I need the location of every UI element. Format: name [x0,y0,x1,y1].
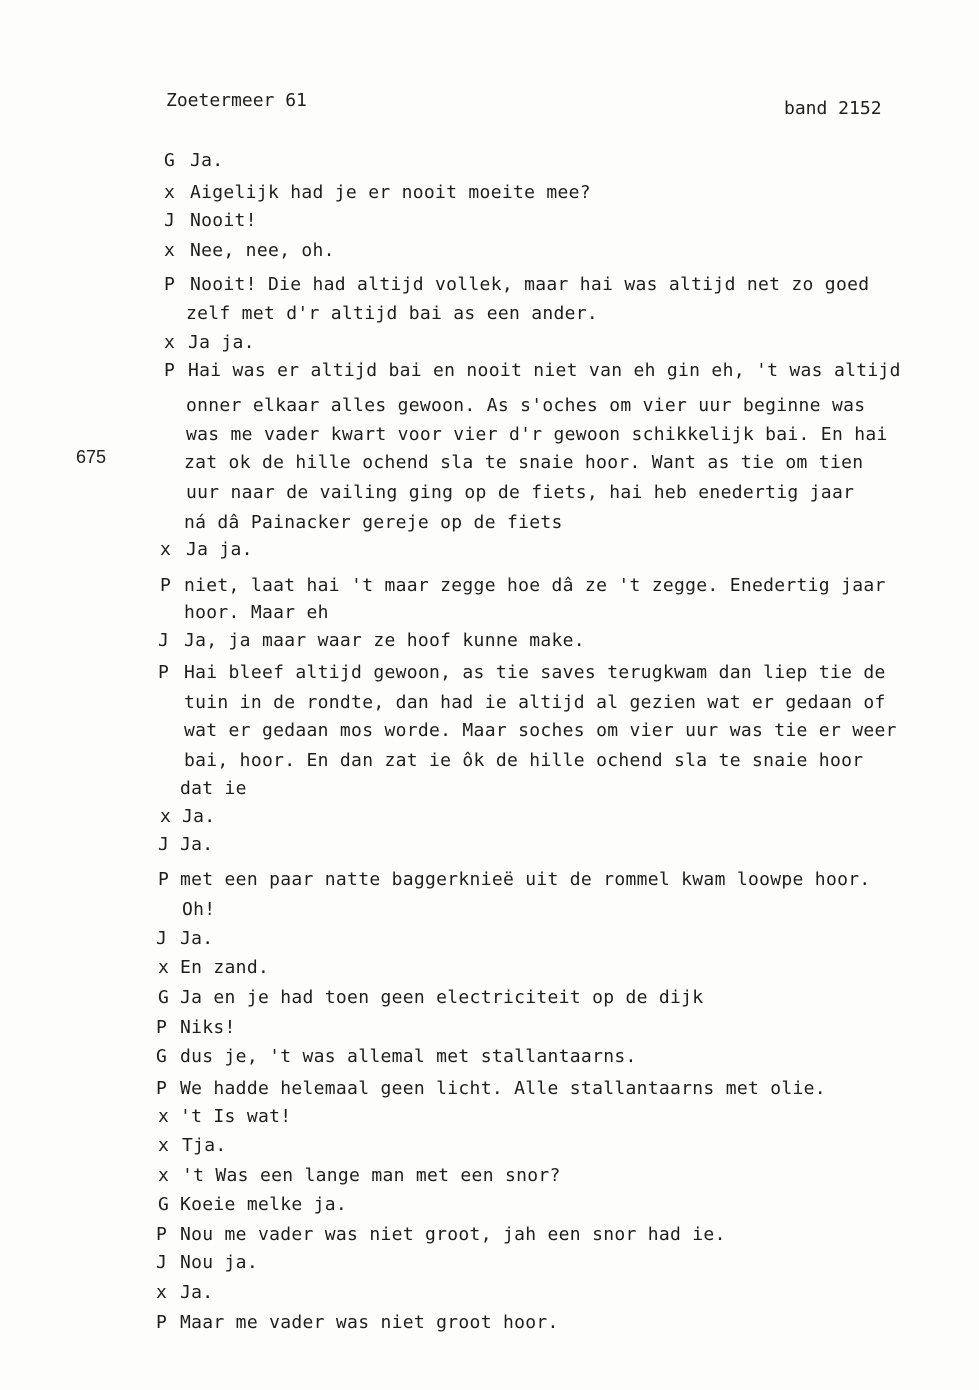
speaker-code: P [160,575,172,596]
speaker-code: G [158,987,170,1008]
transcript-line: Nou ja. [180,1252,258,1273]
transcript-line: niet, laat hai 't maar zegge hoe dâ ze 't zegge. Enedertig jaar [184,575,886,596]
transcript-line: Nee, nee, oh. [190,240,335,261]
transcript-line: was me vader kwart voor vier d'r gewoon schikkelijk bai. En hai [186,424,888,445]
margin-counter-number: 675 [76,447,107,467]
speaker-code: x [160,806,172,827]
transcript-line: Ja, ja maar waar ze hoof kunne make. [184,630,585,651]
document-location-header: Zoetermeer 61 [166,90,307,111]
transcript-line: Nou me vader was niet groot, jah een snor had ie. [180,1224,726,1245]
transcript-line: We hadde helemaal geen licht. Alle stallantaarns met olie. [180,1078,826,1099]
speaker-code: J [158,834,170,855]
speaker-code: G [164,150,176,171]
transcript-line: 't Is wat! [180,1106,292,1127]
speaker-code: P [156,1078,168,1099]
transcript-line: uur naar de vailing ging op de fiets, hai heb enedertig jaar [186,482,855,503]
transcript-line: tuin in de rondte, dan had ie altijd al gezien wat er gedaan of [184,692,886,713]
transcript-line: wat er gedaan mos worde. Maar soches om vier uur was tie er weer [184,720,897,741]
transcript-line: zat ok de hille ochend sla te snaie hoor. Want as tie om tien [184,452,864,473]
transcript-line: Tja. [182,1135,227,1156]
transcript-line: hoor. Maar eh [184,602,329,623]
speaker-code: J [156,1252,168,1273]
transcript-line: met een paar natte baggerknieë uit de rommel kwam loowpe hoor. [180,869,871,890]
transcript-line: Hai was er altijd bai en nooit niet van eh gin eh, 't was altijd [188,360,901,381]
transcript-line: Oh! [182,899,216,920]
speaker-code: P [156,1224,168,1245]
transcript-line: dus je, 't was allemal met stallantaarns. [180,1046,637,1067]
speaker-code: P [158,869,170,890]
transcript-line: Ja en je had toen geen electriciteit op de dijk [180,987,704,1008]
transcript-line: Ja. [180,834,214,855]
transcript-line: Ja ja. [188,332,255,353]
transcript-line: Aigelijk had je er nooit moeite mee? [190,182,591,203]
transcript-line: Nooit! Die had altijd vollek, maar hai was altijd net zo goed [190,274,870,295]
transcript-line: onner elkaar alles gewoon. As s'oches om vier uur beginne was [186,395,866,416]
speaker-code: x [158,1135,170,1156]
transcript-line: Nooit! [190,210,257,231]
transcript-line: zelf met d'r altijd bai as een ander. [186,303,599,324]
transcript-line: Ja. [182,806,216,827]
speaker-code: x [158,1106,170,1127]
transcript-line: dat ie [180,778,247,799]
transcript-line: Hai bleef altijd gewoon, as tie saves terugkwam dan liep tie de [184,662,886,683]
transcript-line: Niks! [180,1017,236,1038]
transcript-line: bai, hoor. En dan zat ie ôk de hille ochend sla te snaie hoor [184,750,864,771]
speaker-code: P [158,662,170,683]
transcript-line: Ja. [180,928,214,949]
transcript-line: En zand. [180,957,270,978]
speaker-code: x [164,182,176,203]
speaker-code: x [164,240,176,261]
speaker-code: x [164,332,176,353]
speaker-code: P [156,1017,168,1038]
transcript-line: Koeie melke ja. [180,1194,348,1215]
speaker-code: x [158,957,170,978]
speaker-code: x [158,1165,170,1186]
speaker-code: J [156,928,168,949]
speaker-code: P [164,360,176,381]
speaker-code: G [158,1194,170,1215]
speaker-code: J [158,630,170,651]
transcript-line: 't Was een lange man met een snor? [182,1165,561,1186]
speaker-code: J [164,210,176,231]
speaker-code: G [156,1046,168,1067]
speaker-code: P [156,1312,168,1333]
tape-number-header: band 2152 [784,98,882,119]
transcript-line: Ja. [180,1282,214,1303]
speaker-code: x [160,539,172,560]
speaker-code: x [156,1282,168,1303]
transcript-line: Ja ja. [186,539,253,560]
transcript-line: ná dâ Painacker gereje op de fiets [184,512,563,533]
transcript-line: Ja. [190,150,224,171]
speaker-code: P [164,274,176,295]
transcript-line: Maar me vader was niet groot hoor. [180,1312,559,1333]
